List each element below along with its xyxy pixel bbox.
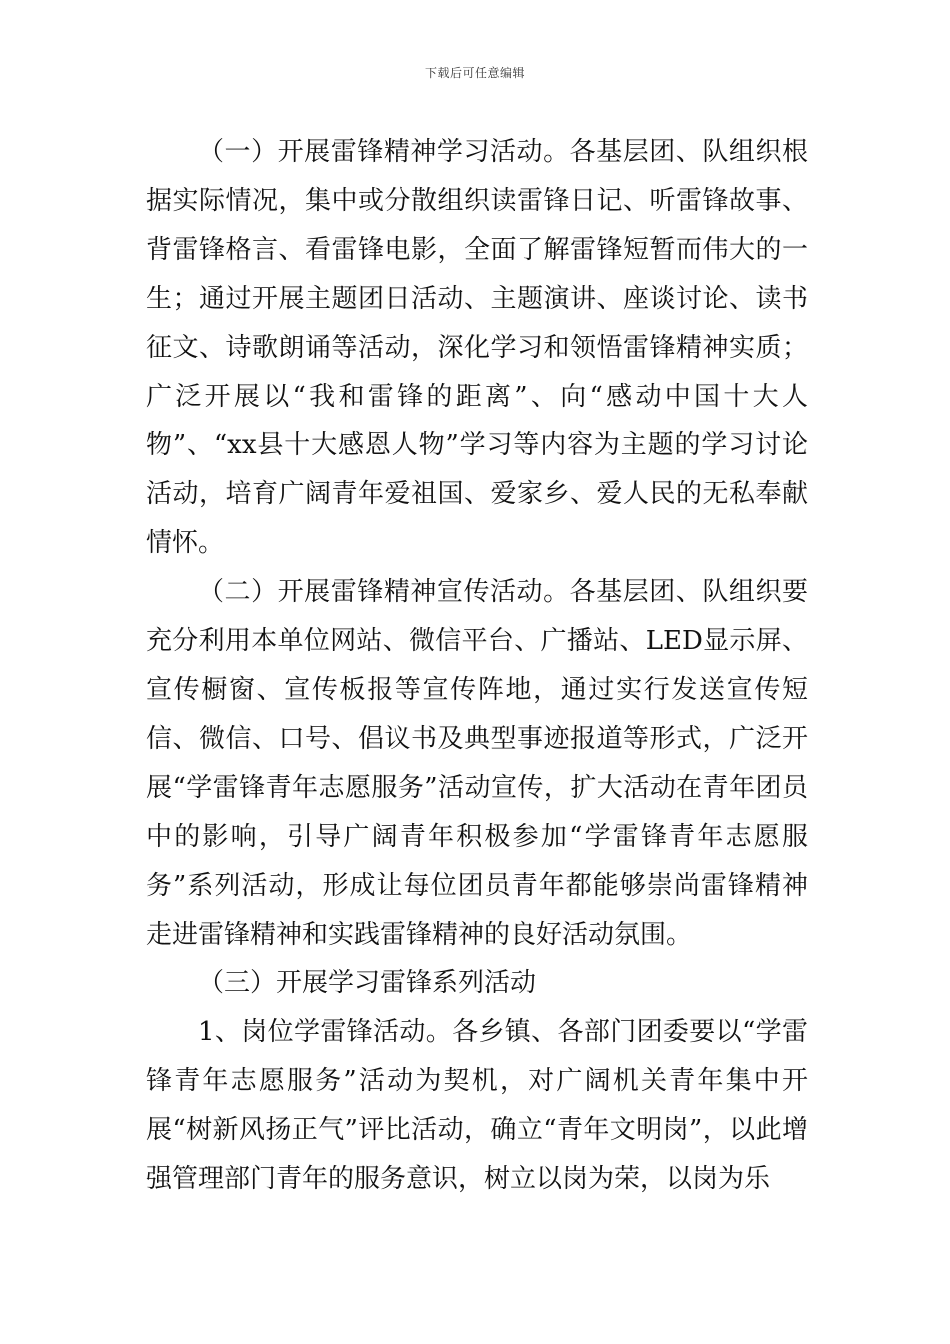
paragraph-study-activity: （一）开展雷锋精神学习活动。各基层团、队组织根据实际情况，集中或分散组织读雷锋日记、听雷锋故事、背雷锋格言、看雷锋电影，全面了解雷锋短暂而伟大的一生；通过开展主题团日活动、主题演讲、座谈讨论、读书征文、诗歌朗诵等活动，深化学习和领悟雷锋精神实质；广泛开展以“我和雷锋的距离”、向“感动中国十大人物”、“xx县十大感恩人物”学习等内容为主题的学习讨论活动，培育广阔青年爱祖国、爱家乡、爱人民的无私奉献情怀。 — [146, 137, 808, 559]
paragraph-publicity-activity: （二）开展雷锋精神宣传活动。各基层团、队组织要充分利用本单位网站、微信平台、广播站、LED显示屏、宣传橱窗、宣传板报等宣传阵地，通过实行发送宣传短信、微信、口号、倡议书及典型事迹报道等形式，广泛开展“学雷锋青年志愿服务”活动宣传，扩大活动在青年团员中的影响，引导广阔青年积极参加“学雷锋青年志愿服务”系列活动，形成让每位团员青年都能够崇尚雷锋精神走进雷锋精神和实践雷锋精神的良好活动氛围。 — [146, 577, 808, 950]
section-heading-series-activity: （三）开展学习雷锋系列活动 — [198, 968, 537, 999]
paragraph-post-activity: 1、岗位学雷锋活动。各乡镇、各部门团委要以“学雷锋青年志愿服务”活动为契机，对广阔机关青年集中开展“树新风扬正气”评比活动，确立“青年文明岗”，以此增强管理部门青年的服务意识，树立以岗为荣，以岗为乐 — [146, 1017, 808, 1195]
document-body — [146, 128, 808, 1204]
page-header-note: 下载后可任意编辑 — [424, 66, 525, 80]
